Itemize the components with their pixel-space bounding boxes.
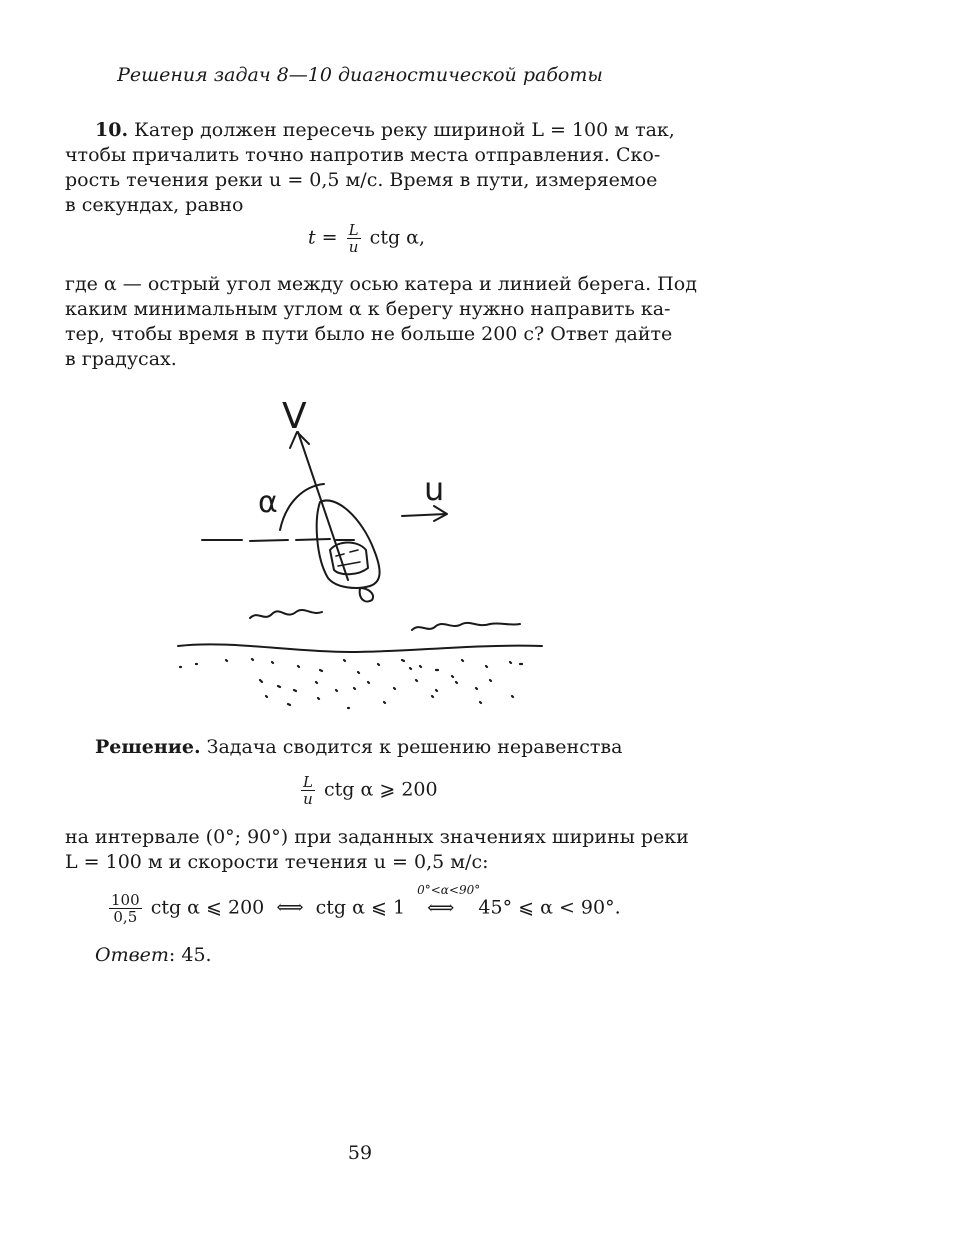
alpha-label: α [258, 485, 278, 520]
formula-denominator: u [348, 238, 359, 256]
question-line-1: где α — острый угол между осью катера и линией берега. Под [65, 273, 697, 295]
conditional-equivalence [417, 882, 481, 919]
chain-numerator: 100 [111, 891, 140, 909]
problem-line-2: чтобы причалить точно напротив места отправления. Ско- [65, 144, 661, 166]
problem-line-1 [65, 118, 675, 143]
dashed-reference-line [202, 539, 354, 541]
solution-title: Решение. [95, 736, 201, 758]
chain-part-1: ctg α ⩽ 200 ⟺ ctg α ⩽ 1 [150, 896, 406, 919]
formula-numerator: L [348, 221, 359, 239]
running-header: Решения задач 8—10 диагностической работы [117, 64, 603, 86]
chain-condition: 0°<α<90° [417, 882, 481, 897]
formula-fraction [347, 222, 361, 255]
problem-line-4: в секундах, равно [65, 194, 244, 216]
answer-value: : 45. [168, 944, 212, 966]
boat-river-figure [170, 390, 550, 710]
time-formula [308, 222, 425, 255]
problem-line-1-text: Катер должен пересечь реку шириной L = 100 м так, [134, 119, 675, 141]
wave-right [412, 623, 520, 630]
problem-line-3: рость течения реки u = 0,5 м/с. Время в пути, измеряемое [65, 169, 658, 191]
solution-line-1 [65, 735, 657, 760]
solution-chain [106, 882, 621, 926]
question-line-2: каким минимальным углом α к берегу нужно направить ка- [65, 298, 671, 320]
inequality-rhs: ctg α ⩾ 200 [324, 778, 438, 801]
wave-left [250, 610, 322, 618]
inequality-formula [298, 774, 438, 807]
solution-intro-text: Задача сводится к решению неравенства [206, 736, 623, 758]
page-number: 59 [347, 1142, 373, 1164]
answer-line [65, 943, 657, 968]
answer [65, 943, 657, 968]
answer-label: Ответ [95, 944, 169, 966]
solution-intro [65, 735, 657, 760]
chain-denominator: 0,5 [113, 908, 138, 926]
velocity-label: V [282, 396, 307, 437]
problem-question [65, 272, 697, 372]
solution-conditions [65, 825, 689, 875]
chain-fraction [109, 892, 142, 925]
conditions-line-1: на интервале (0°; 90°) при заданных значениях ширины реки [65, 826, 689, 848]
inequality-fraction [301, 774, 315, 807]
current-arrow [402, 514, 446, 516]
problem-statement [65, 118, 675, 218]
sand-dots [180, 659, 522, 708]
formula-rhs: ctg α, [369, 226, 426, 249]
conditions-line-2: L = 100 м и скорости течения u = 0,5 м/с: [65, 851, 489, 873]
inequality-numerator: L [303, 773, 313, 791]
inequality-denominator: u [303, 790, 313, 808]
question-line-4: в градусах. [65, 348, 177, 370]
problem-number: 10. [95, 119, 129, 141]
current-label: u [424, 470, 445, 508]
boat-cabin [330, 543, 368, 575]
question-line-3: тер, чтобы время в пути было не больше 200 с? Ответ дайте [65, 323, 673, 345]
chain-part-2: 45° ⩽ α < 90°. [478, 896, 621, 919]
formula-lhs: t = [308, 226, 338, 249]
shore-line [178, 644, 542, 652]
boat-motor [360, 588, 373, 602]
chain-arrow: ⟺ [427, 896, 455, 919]
